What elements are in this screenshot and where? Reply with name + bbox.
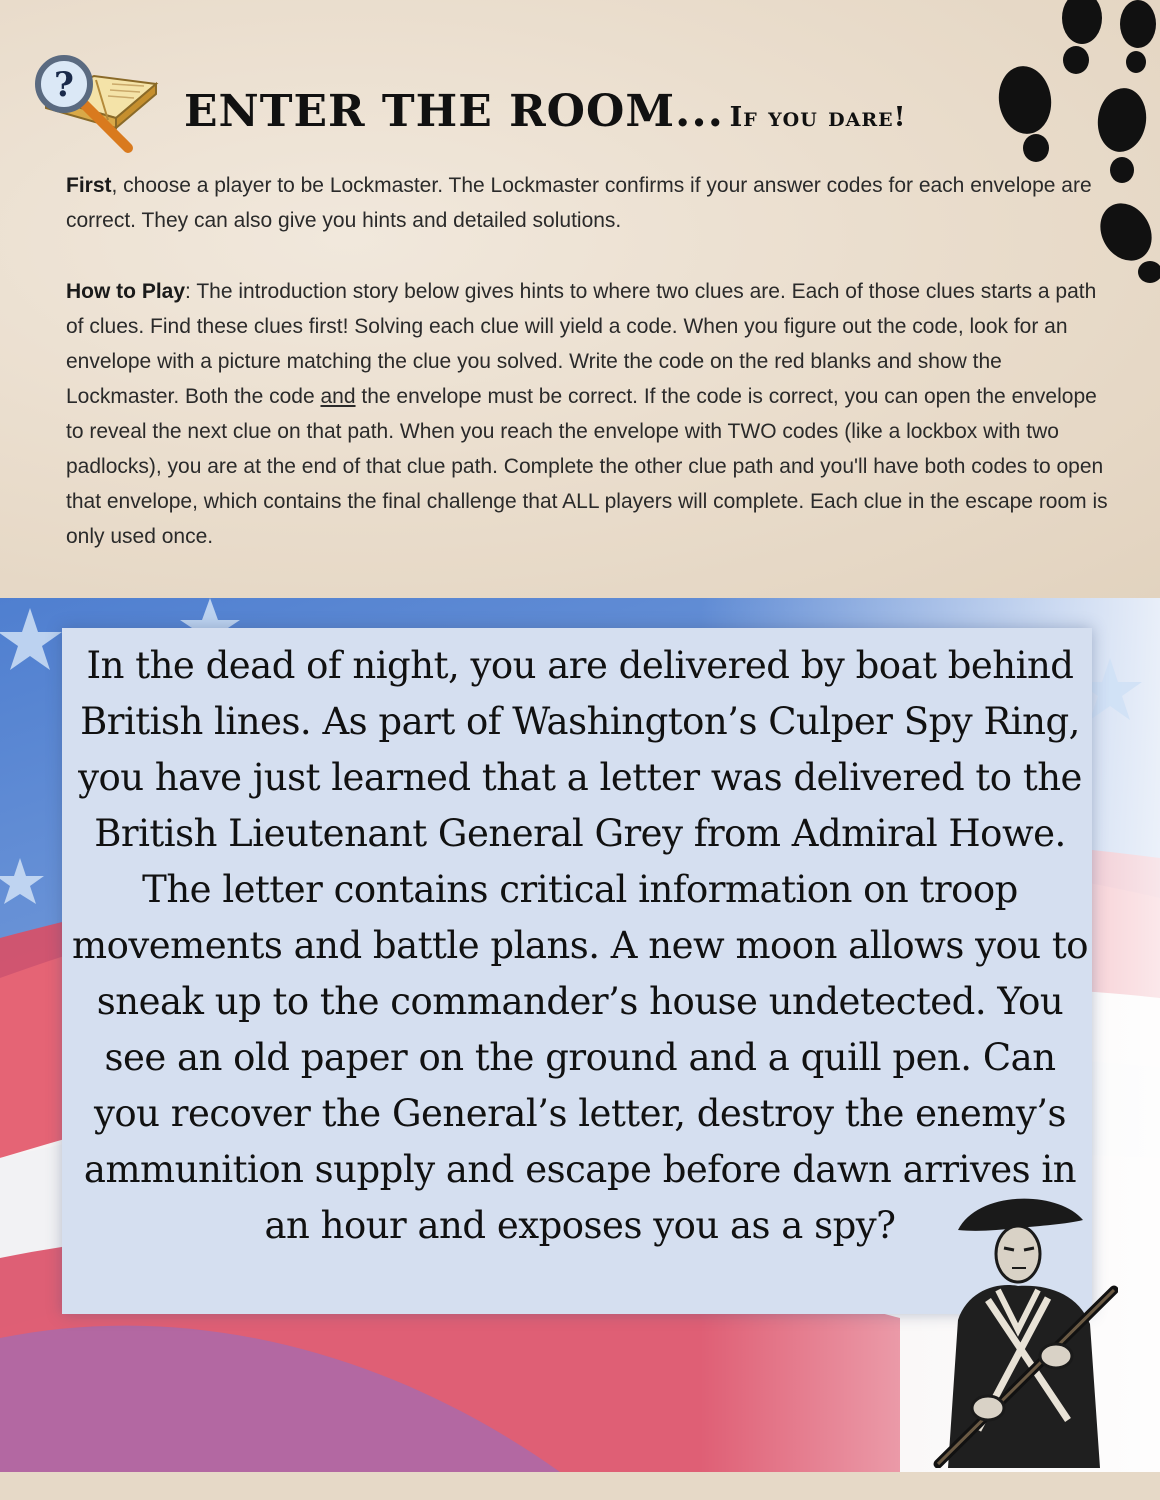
how-text-2: the envelope must be correct. If the code is correct, you can open the envelope to reveal the next clue on that path. When you reach the envelope with TWO codes (like a lockbox with two padlocks), you are at the end of that clue path. Complete the other clue path and you'll have both codes to open that envelope, which contains the final challenge that ALL players will complete. Each clue in the escape room is only used once. xyxy=(66,385,1108,548)
title-sub: If you dare! xyxy=(729,102,907,133)
svg-text:?: ? xyxy=(54,65,74,105)
how-label: How to Play xyxy=(66,280,186,303)
page-title xyxy=(184,86,907,137)
colonial-soldier-illustration xyxy=(918,1190,1118,1468)
instructions-how-to-play xyxy=(66,274,1116,554)
how-underline: and xyxy=(320,385,356,408)
story-text: In the dead of night, you are delivered by boat behind British lines. As part of Washington’s Culper Spy Ring, you have just learned that a letter was delivered to the British Lieutenant General Grey from Admiral Howe. The letter contains critical information on troop movements and battle plans. A new moon allows you to sneak up to the commander’s house undetected. You see an old paper on the ground and a quill pen. Can you recover the General’s letter, destroy the enemy’s ammunition supply and escape before dawn arrives in an hour and exposes you as a spy? xyxy=(71,644,1089,1247)
magnifier-book-icon xyxy=(24,40,164,158)
first-label: First xyxy=(66,174,112,197)
first-text: , choose a player to be Lockmaster. The Lockmaster confirms if your answer codes for each envelope are correct. They can also give you hints and detailed solutions. xyxy=(66,174,1092,232)
title-main: ENTER THE ROOM... xyxy=(184,86,724,137)
footer-strip xyxy=(0,1472,1160,1500)
instructions-first xyxy=(66,168,1116,238)
footprints-icon xyxy=(990,0,1160,300)
how-text-1: : The introduction story below gives hints to where two clues are. Each of those clues starts a path of clues. Find these clues first! Solving each clue will yield a code. When you figure out the code, look for an envelope with a picture matching the clue you solved. Write the code on the red blanks and show the Lockmaster. Both the code xyxy=(66,280,1097,408)
